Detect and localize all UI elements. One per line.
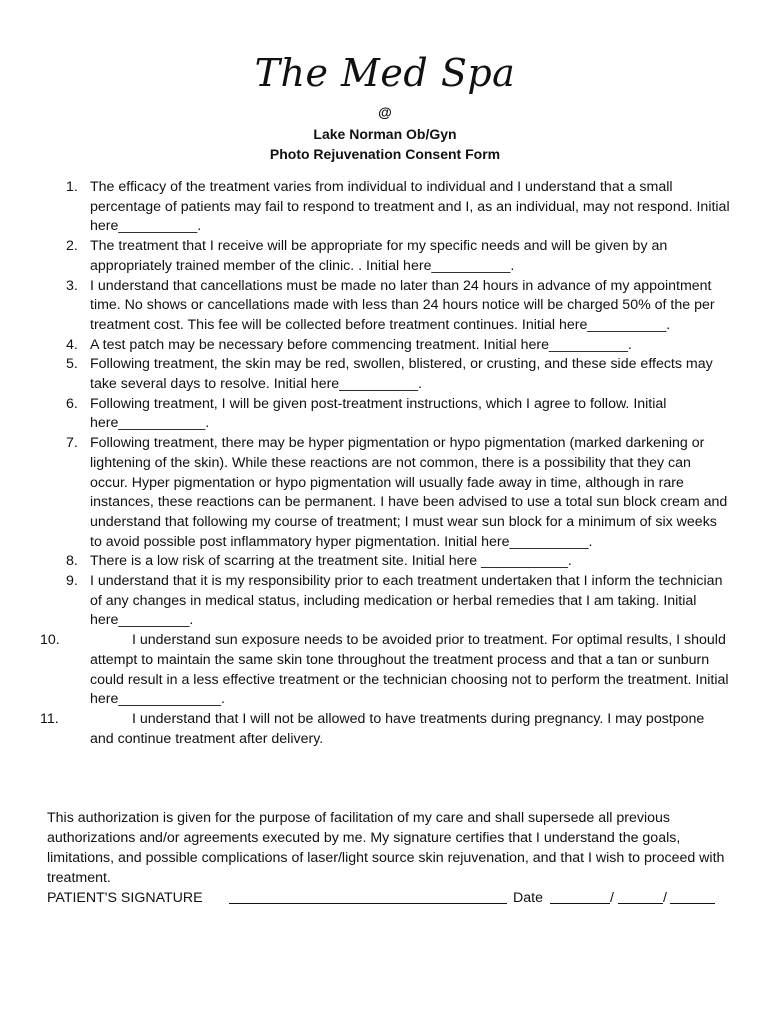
authorization-paragraph: This authorization is given for the purpose of facilitation of my care and shall supersede all previous authorizations and/or agreements executed by me. My signature certifies that I understand the goals, limitations, and possible complications of laser/light source skin rejuvenation, and that I wish to proceed with treatment. (47, 810, 725, 886)
list-item (66, 572, 730, 631)
item-number: 7. (66, 435, 78, 452)
list-item (66, 434, 730, 552)
list-item (66, 395, 730, 434)
date-separator: / (663, 890, 667, 906)
item-number: 4. (66, 336, 78, 353)
item-text: The efficacy of the treatment varies from individual to individual and I understand that a small percentage of patients may fail to respond to treatment and I, as an individual, may not respond. Initial here__________. (90, 179, 730, 235)
date-day-line[interactable] (618, 903, 663, 904)
item-number: 6. (66, 395, 78, 412)
signature-row (47, 888, 737, 908)
page-title: The Med Spa (254, 51, 516, 95)
item-number: 3. (66, 277, 78, 294)
date-year-line[interactable] (670, 903, 715, 904)
item-text: There is a low risk of scarring at the treatment site. Initial here ___________. (90, 553, 572, 570)
item-text: Following treatment, I will be given post-treatment instructions, which I agree to follow. Initial here___________. (90, 395, 667, 432)
list-item (66, 336, 730, 356)
list-item (66, 552, 730, 572)
item-number: 1. (66, 179, 78, 195)
form-name: Photo Rejuvenation Consent Form (269, 146, 501, 162)
item-number: 2. (66, 238, 78, 255)
item-number: 11. (40, 710, 59, 727)
signature-line[interactable] (229, 903, 507, 904)
list-item (66, 277, 730, 336)
item-number: 9. (66, 573, 78, 590)
signature-label: PATIENT'S SIGNATURE (47, 890, 203, 906)
item-text: I understand that it is my responsibility prior to each treatment undertaken that I inform the technician of any changes in medical status, including medication or herbal remedies that I am taking. Initial here_________. (90, 573, 723, 629)
date-separator: / (610, 890, 614, 906)
item-number: 5. (66, 356, 78, 373)
list-item (66, 237, 730, 276)
list-item (66, 355, 730, 394)
date-month-line[interactable] (550, 903, 610, 904)
date-label: Date (513, 890, 543, 906)
list-item (40, 710, 730, 749)
list-item (66, 178, 730, 237)
item-text: I understand that I will not be allowed to have treatments during pregnancy. I may postpone and continue treatment after delivery. (90, 710, 705, 747)
list-item (40, 631, 730, 710)
item-text: Following treatment, there may be hyper pigmentation or hypo pigmentation (marked darkening or lightening of the skin). While these reactions are not common, there is a possibility that they can occur. Hyper pigmentation or hypo pigmentation will usually fade away in time, although in rare instances, these reactions can be permanent. I have been advised to use a total sun block cream and understand that following my course of treatment; I must wear sun block for a minimum of six weeks to avoid possible post inflammatory hyper pigmentation. Initial here__________. (90, 435, 728, 550)
item-text: A test patch may be necessary before commencing treatment. Initial here__________. (90, 336, 632, 353)
organization-name: Lake Norman Ob/Gyn (313, 126, 457, 142)
item-number: 8. (66, 553, 78, 570)
item-number: 10. (40, 632, 60, 649)
item-text: I understand that cancellations must be made no later than 24 hours in advance of my appointment time. No shows or cancellations made with less than 24 hours notice will be charged 50% of the per treatment cost. This fee will be collected before treatment continues. Initial here__________. (90, 277, 715, 333)
at-symbol: @ (378, 104, 392, 120)
item-text: The treatment that I receive will be appropriate for my specific needs and will be given by an appropriately trained member of the clinic. . Initial here__________. (90, 238, 668, 274)
consent-items-list (40, 178, 730, 749)
item-text: I understand sun exposure needs to be avoided prior to treatment. For optimal results, I should attempt to maintain the same skin tone throughout the treatment process and that a tan or sunburn could result in a less effective treatment or the technician choosing not to perform the treatment. Initial here_____________. (90, 632, 729, 708)
item-text: Following treatment, the skin may be red, swollen, blistered, or crusting, and these side effects may take several days to resolve. Initial here__________. (90, 356, 713, 393)
